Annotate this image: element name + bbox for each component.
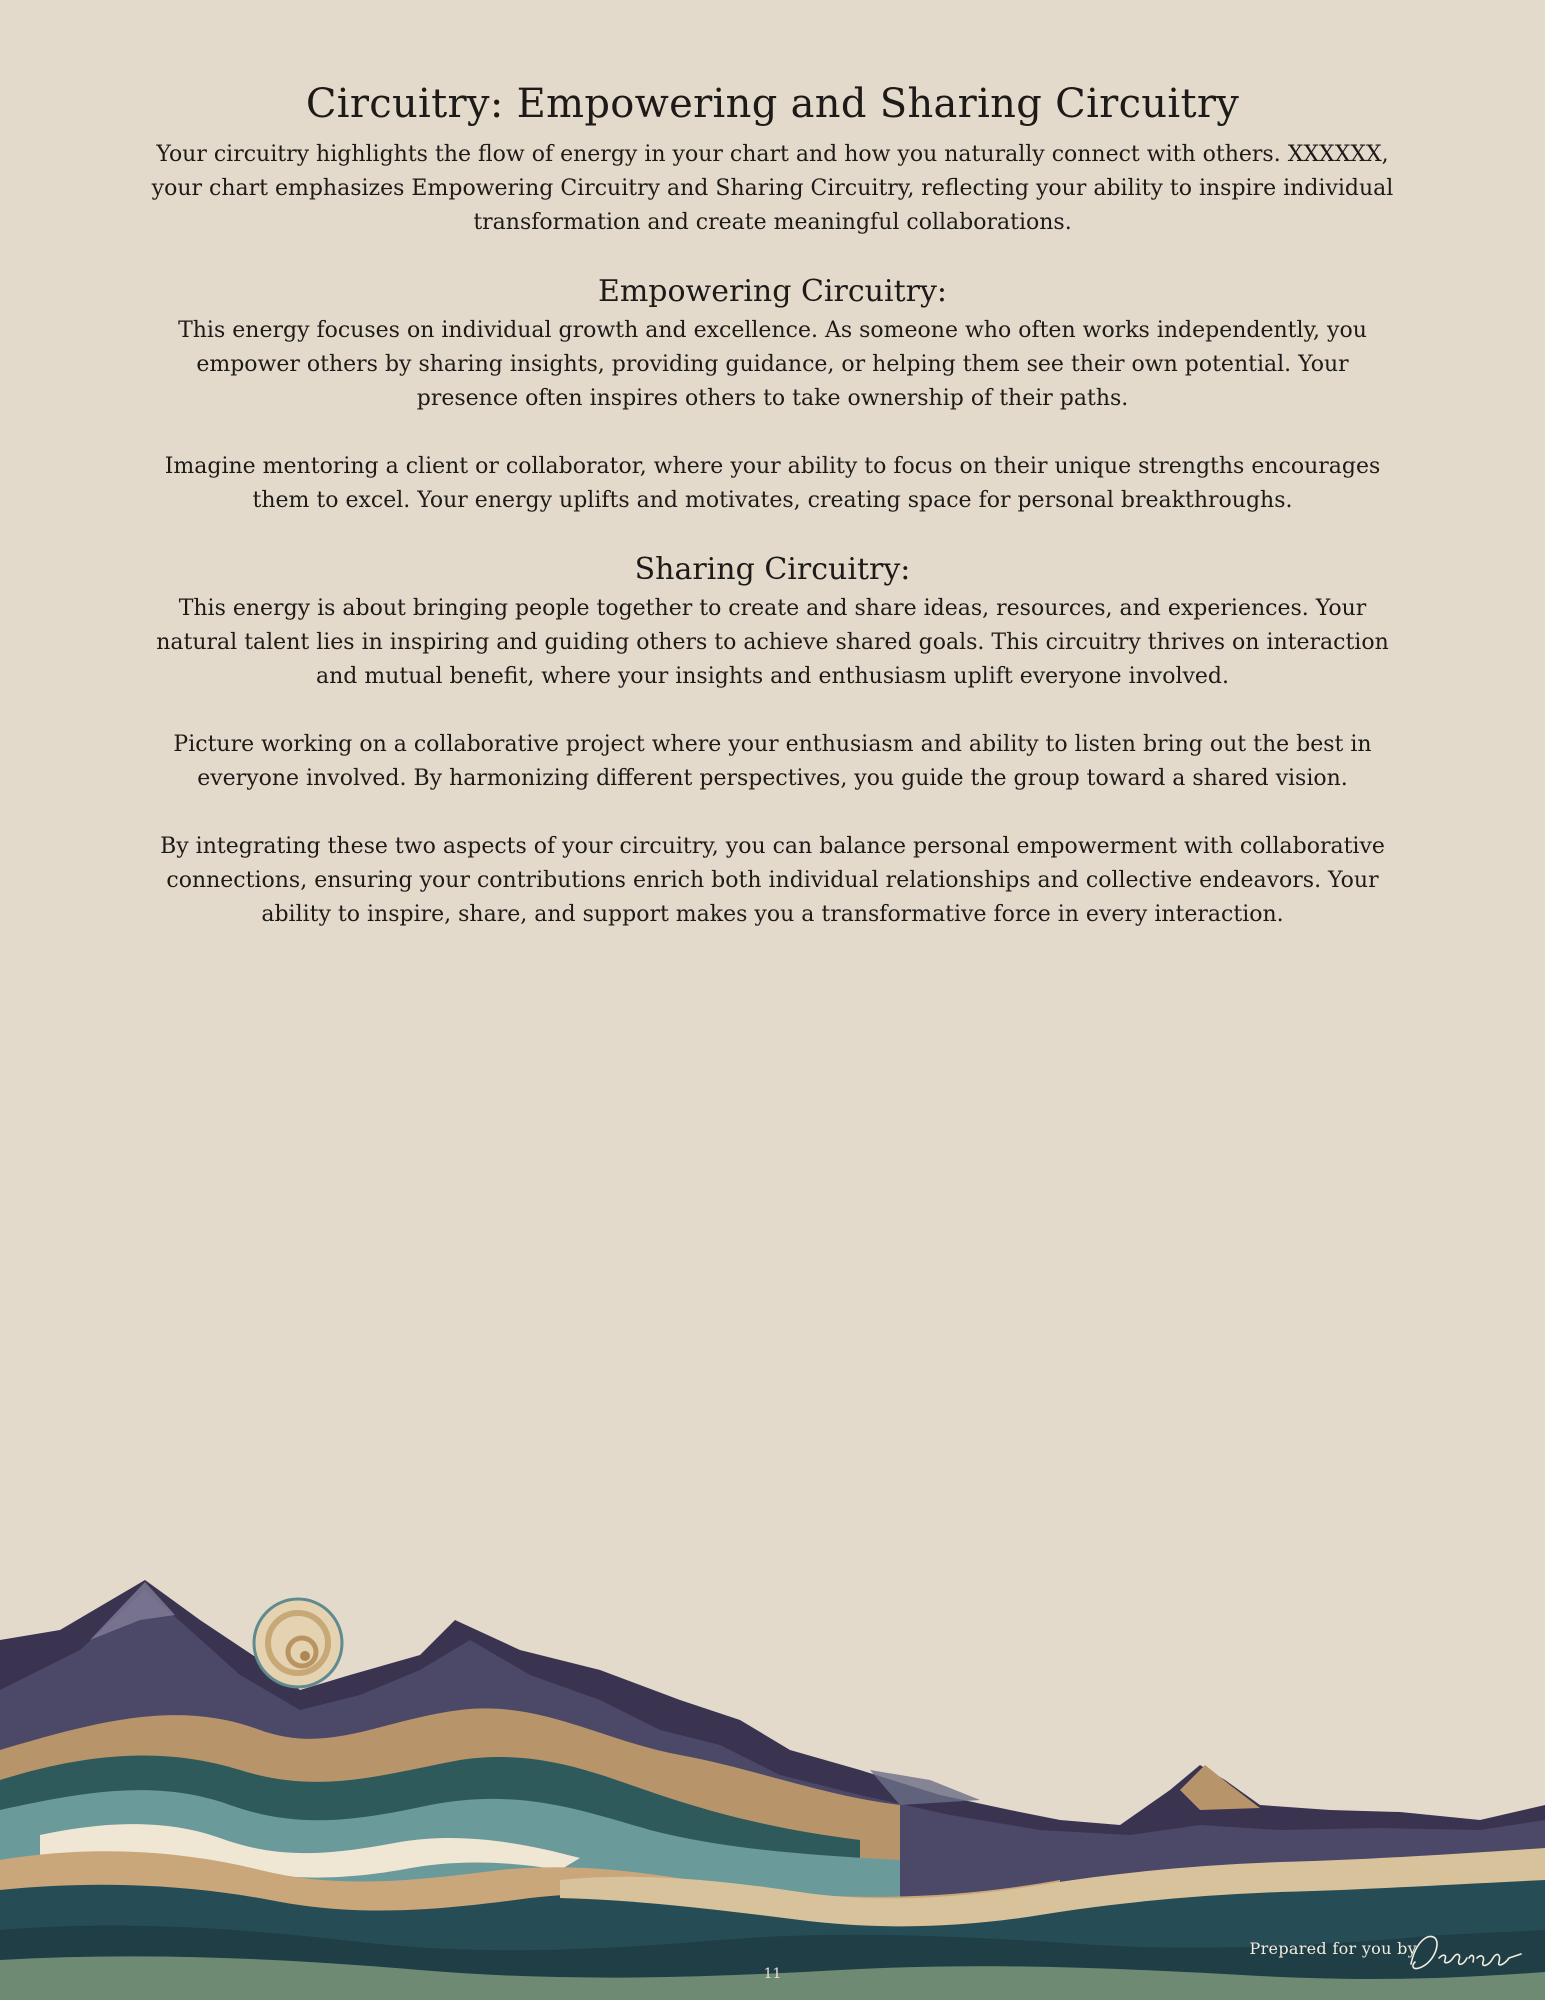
section-body-sharing: This energy is about bringing people together to create and share ideas, resources, and experiences. Your natural talent lies in inspiring and guiding others to achieve shared goals. This circuitry thrives on interaction and mutual benefit, where your insights and enthusiasm uplift everyone involved. (156, 596, 1389, 689)
section-example-empowering: Imagine mentoring a client or collaborator, where your ability to focus on their unique strengths encourages them to excel. Your energy uplifts and motivates, creating space for personal breakthroughs. (164, 454, 1381, 513)
mountain-landscape-illustration (0, 1580, 1545, 2000)
intro-paragraph: Your circuitry highlights the flow of energy in your chart and how you naturally connect with others. XXXXXX, your chart emphasizes Empowering Circuitry and Sharing Circuitry, reflecting your ability to inspire individual transformation and create meaningful collaborations. (151, 142, 1394, 235)
conclusion-paragraph: By integrating these two aspects of your circuitry, you can balance personal empowerment with collaborative connections, ensuring your contributions enrich both individual relationships and collective endeavors. Your ability to inspire, share, and support makes you a transformative force in every interaction. (160, 834, 1385, 927)
section-heading-empowering: Empowering Circuitry: (597, 274, 948, 309)
prepared-for-credit: Prepared for you by (1249, 1939, 1417, 1958)
page-number: 11 (763, 1966, 782, 1982)
section-heading-sharing: Sharing Circuitry: (634, 552, 911, 587)
section-body-empowering: This energy focuses on individual growth and excellence. As someone who often works independently, you empower others by sharing insights, providing guidance, or helping them see their own potential. Your presence often inspires others to take ownership of their paths. (178, 318, 1367, 411)
section-example-sharing: Picture working on a collaborative project where your enthusiasm and ability to listen bring out the best in everyone involved. By harmonizing different perspectives, you guide the group toward a shared vision. (173, 732, 1372, 791)
page-title: Circuitry: Empowering and Sharing Circuitry (305, 81, 1240, 127)
main-content (150, 80, 1395, 932)
